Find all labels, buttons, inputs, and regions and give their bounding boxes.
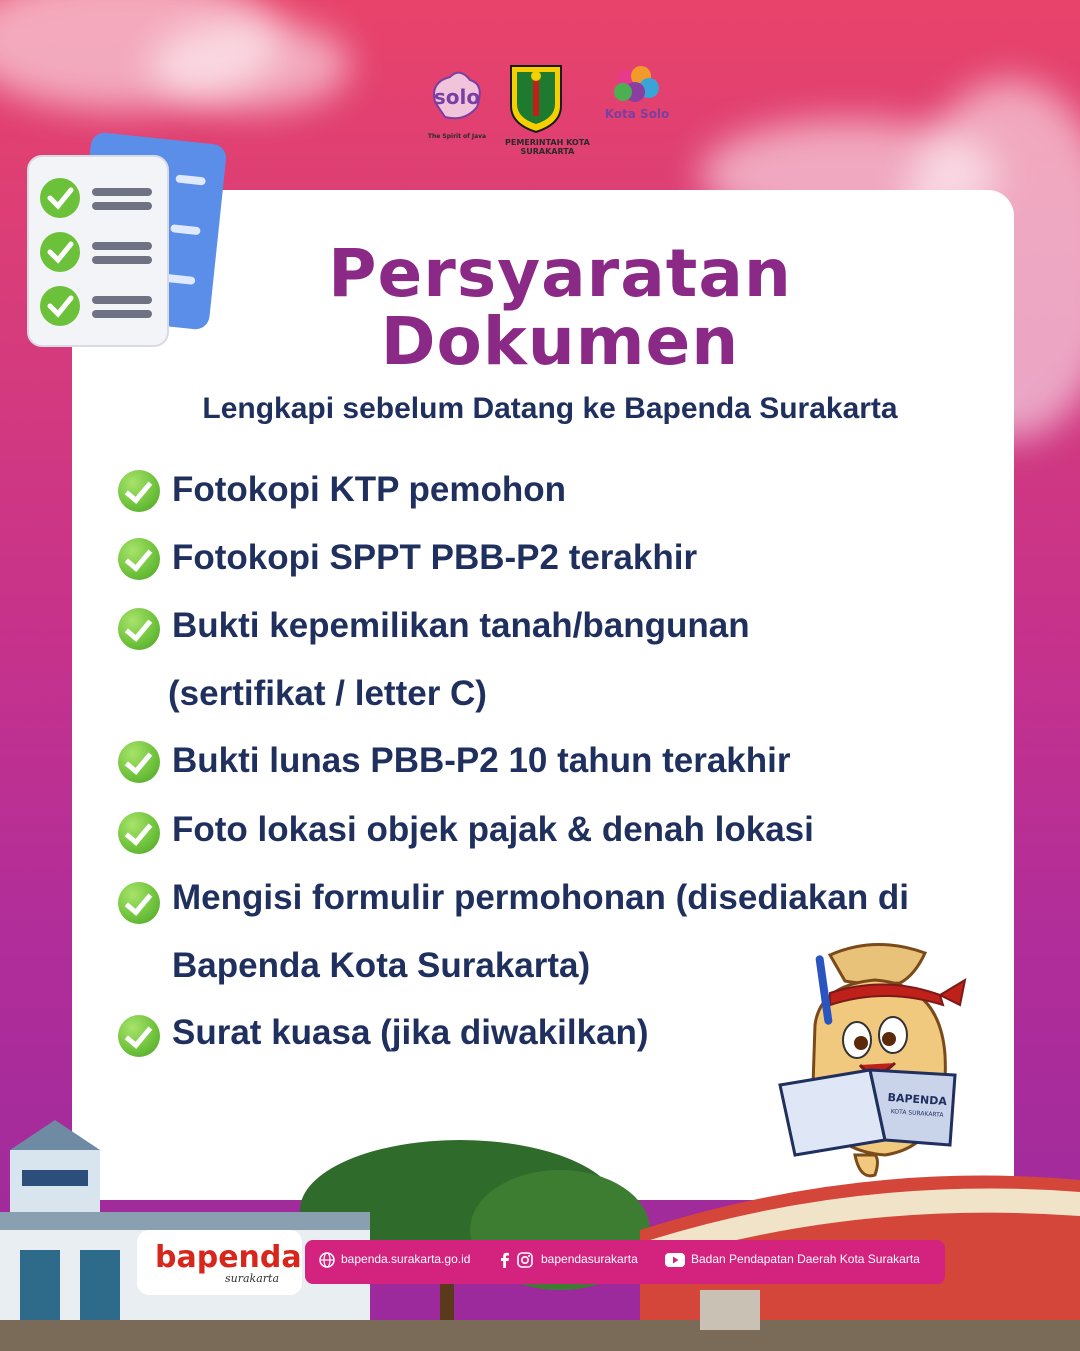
check-icon [118,1015,160,1057]
solo-logo-text: solo [433,85,481,109]
page-title-line-1: Persyaratan [328,235,792,312]
youtube-icon [665,1252,685,1268]
pemkot-caption-2: SURAKARTA [520,147,575,156]
requirement-text: Bukti lunas PBB-P2 10 tahun terakhir [172,741,791,780]
requirement-text: Foto lokasi objek pajak & denah lokasi [172,810,814,849]
solo-logo [425,62,489,141]
requirement-text-continued: Bapenda Kota Surakarta) [172,946,591,985]
footer-contact-bar [305,1240,945,1284]
pemkot-caption-1: PEMERINTAH KOTA [505,138,590,147]
requirement-text: Fotokopi SPPT PBB-P2 terakhir [172,538,698,577]
mascot-book-subtitle: KOTA SURAKARTA [890,1108,944,1119]
requirement-text: Bukti kepemilikan tanah/bangunan [172,606,750,645]
requirement-text: Surat kuasa (jika diwakilkan) [172,1013,649,1052]
instagram-icon [517,1252,533,1268]
requirement-text: Mengisi formulir permohonan (disediakan di [172,878,910,917]
subtitle: Lengkapi sebelum Datang ke Bapenda Surakarta [202,392,898,425]
check-icon [118,812,160,854]
mascot-book-title: BAPENDA [887,1090,948,1109]
website-link[interactable]: bapenda.surakarta.go.id [341,1252,471,1266]
solo-tagline: The Spirit of Java [427,133,487,140]
requirement-text-continued: (sertifikat / letter C) [168,674,487,713]
youtube-channel-link[interactable]: Badan Pendapatan Daerah Kota Surakarta [691,1252,920,1266]
check-icon [118,470,160,512]
bapenda-logo [137,1230,302,1295]
facebook-icon [497,1252,513,1268]
check-icon [118,741,160,783]
requirement-text: Fotokopi KTP pemohon [172,470,567,509]
social-handle-link[interactable]: bapendasurakarta [541,1252,638,1266]
check-icon [118,882,160,924]
kota-solo-text: Kota Solo [605,107,669,121]
bapenda-logo-text: bapenda [155,1240,302,1275]
checklist-document-icon [20,132,230,352]
kota-solo-logo [605,62,669,126]
check-icon [118,538,160,580]
page-title-line-2: Dokumen [380,303,740,380]
check-icon [118,608,160,650]
pemkot-emblem [505,62,590,156]
globe-icon [319,1252,335,1268]
bapenda-logo-subtext: surakarta [225,1272,280,1285]
